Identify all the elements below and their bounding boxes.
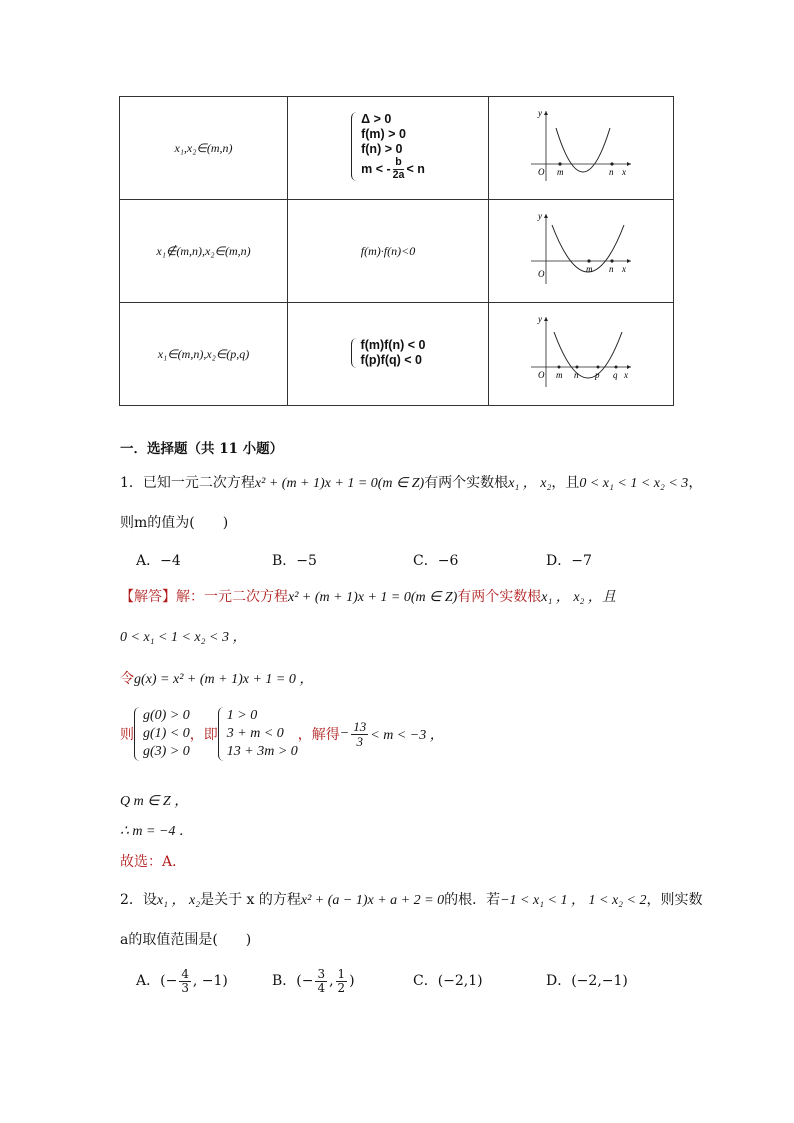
graph-cell bbox=[489, 200, 674, 303]
fraction: $\frac{b}{2a}$ bbox=[392, 156, 405, 181]
q2-option-a[interactable]: A．(− $\frac{4}{3}$ , −1) bbox=[136, 967, 228, 995]
q2-option-b[interactable]: B．(− $\frac{3}{4}$ , $\frac{1}{2}$ ) bbox=[272, 967, 355, 995]
q2-stem-line2: a的取值范围是( ) bbox=[120, 932, 252, 948]
svg-text:n: n bbox=[574, 370, 579, 380]
svg-text:m: m bbox=[586, 264, 593, 274]
brace-icon bbox=[218, 707, 225, 761]
condition-cell: x₁∉(m,n),x₂∈(m,n) bbox=[120, 200, 288, 303]
point-m bbox=[558, 366, 561, 369]
svg-text:O: O bbox=[538, 269, 545, 279]
point-p bbox=[597, 366, 600, 369]
fraction: $\frac{1}{2}$ bbox=[337, 967, 346, 995]
parabola-graph-1 bbox=[526, 106, 636, 186]
point-n bbox=[576, 366, 579, 369]
q1-systems: 则 g(0) > 0 g(1) < 0 g(3) > 0 ，即 1 > 0 3 + m < 0 13 + 3m > 0 ，解得− $\frac{13}{3}$ < m < −3 ， bbox=[120, 708, 444, 759]
solution-tag: 【解答】 bbox=[120, 589, 176, 605]
label-o: O bbox=[538, 167, 545, 177]
svg-text:m: m bbox=[556, 370, 563, 380]
q1-let: 令g(x) = x² + (m + 1)x + 1 = 0 ， bbox=[120, 671, 314, 687]
q1-option-c[interactable]: C．−6 bbox=[413, 553, 459, 569]
brace-icon bbox=[351, 112, 359, 180]
table-row bbox=[120, 97, 674, 200]
svg-text:x: x bbox=[622, 264, 626, 274]
condition-system: Δ > 0 f(m) > 0 f(n) > 0 m < - $\frac{b}{2a}$ < n bbox=[351, 112, 425, 180]
point-n bbox=[610, 162, 613, 165]
table-row bbox=[120, 303, 674, 406]
fraction: $\frac{3}{4}$ bbox=[317, 967, 326, 995]
system-cell bbox=[288, 303, 489, 406]
system-cell bbox=[288, 97, 489, 200]
label-n: n bbox=[609, 167, 614, 177]
label-x: x bbox=[622, 167, 626, 177]
graph-cell bbox=[489, 303, 674, 406]
parabola-curve bbox=[556, 128, 610, 172]
q2-option-d[interactable]: D．(−2,−1) bbox=[546, 973, 628, 989]
section-title: 一．选择题（共 11 小题） bbox=[120, 441, 284, 457]
x-arrow-icon bbox=[627, 259, 631, 263]
svg-text:y: y bbox=[538, 211, 542, 221]
parabola-graph-3 bbox=[526, 312, 636, 392]
svg-text:p: p bbox=[595, 370, 600, 380]
parabola-graph-2 bbox=[526, 209, 636, 289]
q1-option-a[interactable]: A．−4 bbox=[136, 553, 181, 569]
q1-option-b[interactable]: B．−5 bbox=[272, 553, 317, 569]
system-cell: f(m)·f(n)<0 bbox=[288, 200, 489, 303]
q2-option-c[interactable]: C．(−2,1) bbox=[413, 973, 483, 989]
q1-therefore: ∴ m = −4 ． bbox=[120, 824, 193, 839]
condition-cell: x₁,x₂∈(m,n) bbox=[120, 97, 288, 200]
condition-cell: x₁∈(m,n),x₂∈(p,q) bbox=[120, 303, 288, 406]
point-m bbox=[558, 162, 561, 165]
q1-answer: 故选：A． bbox=[120, 854, 187, 870]
svg-text:q: q bbox=[613, 370, 618, 380]
brace-icon bbox=[134, 707, 141, 761]
condition-system: f(m)f(n) < 0 f(p)f(q) < 0 bbox=[351, 338, 426, 368]
point-n bbox=[610, 259, 613, 262]
cases-table bbox=[119, 96, 674, 406]
svg-text:y: y bbox=[538, 314, 542, 324]
brace-icon bbox=[351, 338, 359, 368]
y-arrow-icon bbox=[544, 214, 548, 218]
q1-since: Q m ∈ Z ， bbox=[120, 794, 189, 809]
parabola-curve bbox=[554, 332, 622, 378]
x-arrow-icon bbox=[627, 365, 631, 369]
svg-text:n: n bbox=[609, 264, 614, 274]
label-y: y bbox=[538, 108, 542, 118]
y-arrow-icon bbox=[544, 111, 548, 115]
point-q bbox=[615, 366, 618, 369]
svg-text:O: O bbox=[538, 370, 545, 380]
x-arrow-icon bbox=[627, 162, 631, 166]
table-row bbox=[120, 200, 674, 303]
q1-option-d[interactable]: D．−7 bbox=[546, 553, 592, 569]
point-m bbox=[587, 259, 590, 262]
q1-solution-intro: 【解答】解：一元二次方程x² + (m + 1)x + 1 = 0(m ∈ Z)有两个实数根x₁ ， x₂ ，且 bbox=[120, 589, 616, 605]
graph-cell bbox=[489, 97, 674, 200]
y-arrow-icon bbox=[544, 317, 548, 321]
q1-stem-line2: 则m的值为( ) bbox=[120, 515, 229, 531]
svg-text:x: x bbox=[624, 370, 628, 380]
q1-stem: 1．已知一元二次方程x² + (m + 1)x + 1 = 0(m ∈ Z)有两个实数根x₁ ， x₂，且0 < x₁ < 1 < x₂ < 3， bbox=[120, 475, 703, 491]
q1-solution-ineq: 0 < x₁ < 1 < x₂ < 3 ， bbox=[120, 630, 247, 645]
q2-stem: 2．设x₁ ， x₂是关于 x 的方程x² + (a − 1)x + a + 2 = 0的根．若−1 < x₁ < 1 ， 1 < x₂ < 2，则实数 bbox=[120, 892, 703, 908]
label-m: m bbox=[557, 167, 564, 177]
fraction: $\frac{4}{3}$ bbox=[181, 967, 189, 995]
fraction: $\frac{13}{3}$ bbox=[353, 718, 367, 749]
